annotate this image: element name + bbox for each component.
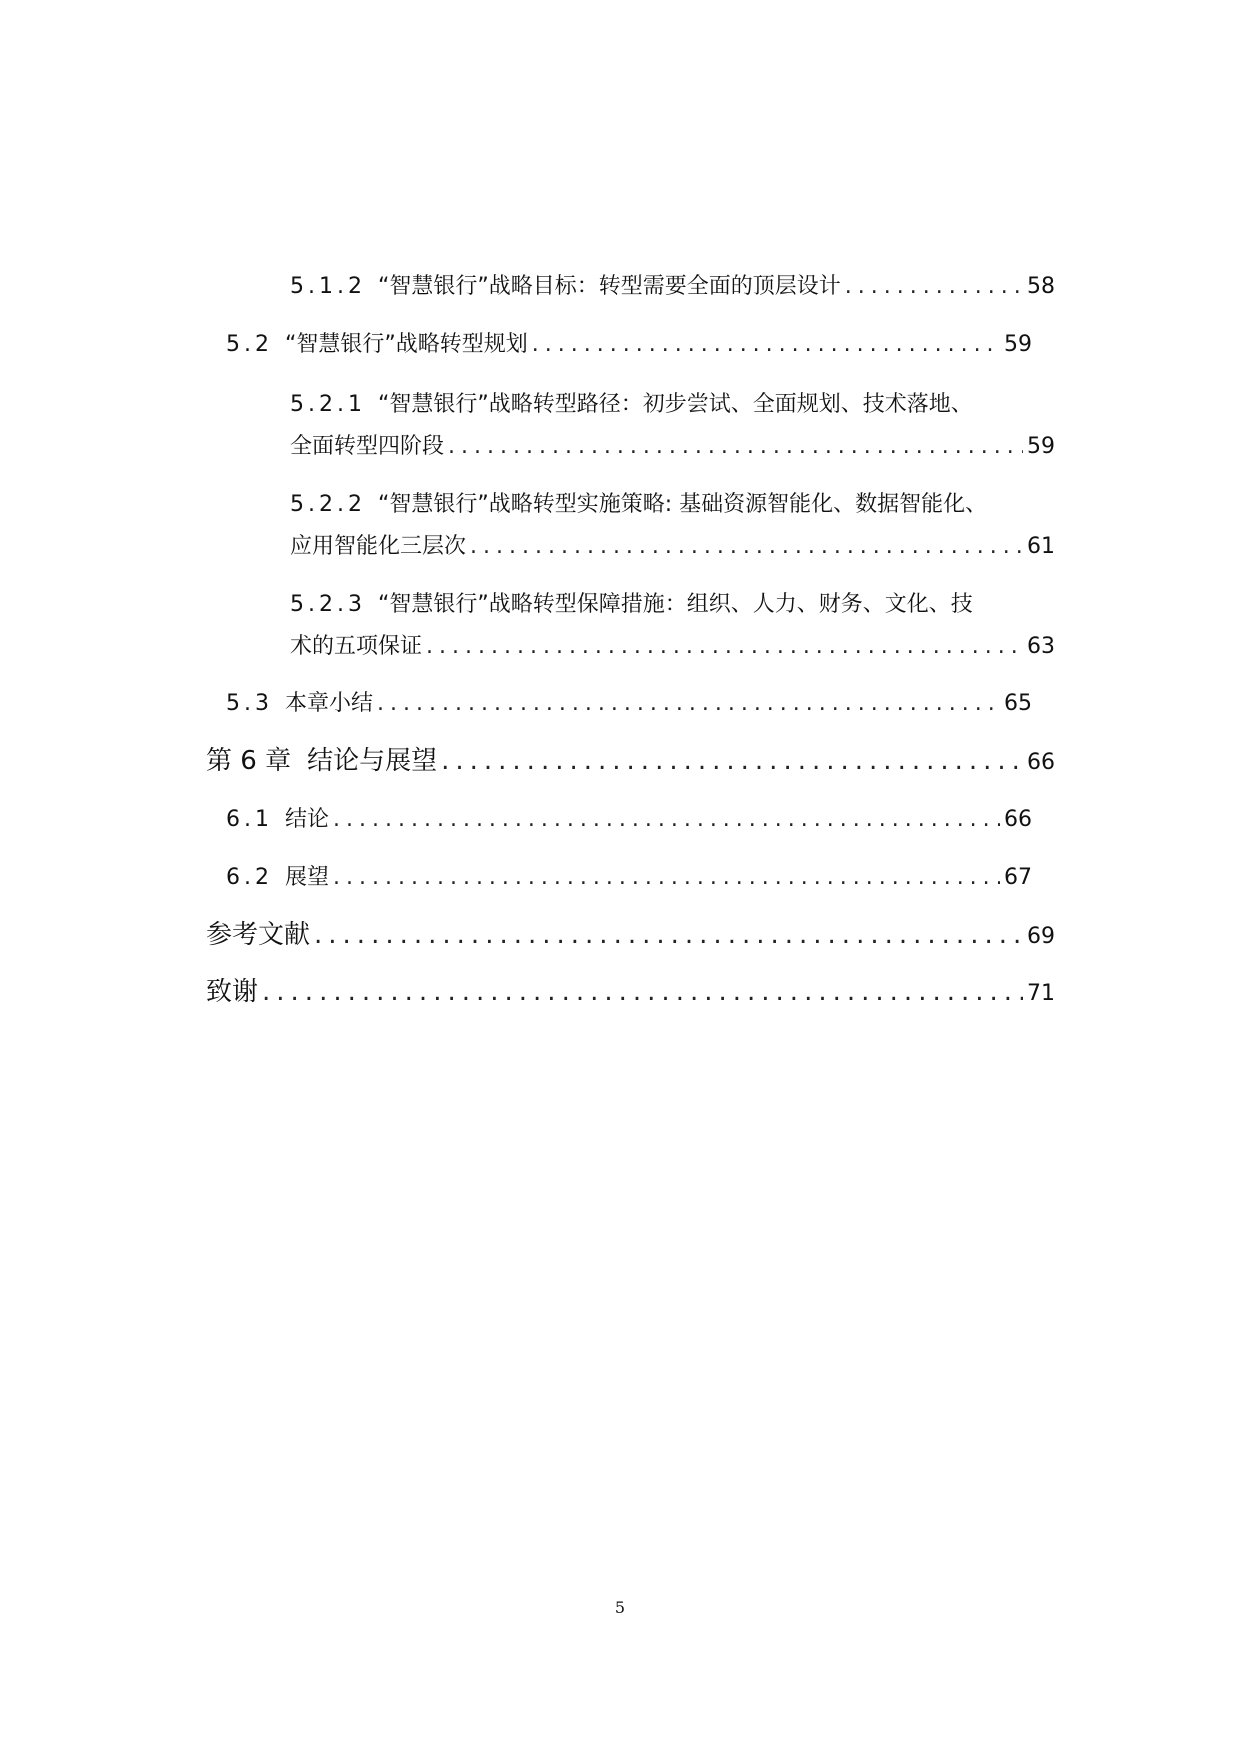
toc-entry-title: “智慧银行”战略转型保障措施：组织、人力、财务、文化、技 bbox=[377, 592, 973, 617]
toc-entry-5-2-1[interactable] bbox=[290, 390, 1055, 462]
toc-entry-title-continued: 全面转型四阶段 bbox=[290, 434, 445, 459]
toc-entry-number: 5.2 bbox=[226, 332, 273, 357]
toc-entry-page: 67 bbox=[1004, 865, 1032, 890]
toc-entry-references[interactable] bbox=[206, 920, 1055, 950]
toc-entry-chapter-6[interactable] bbox=[206, 746, 1055, 776]
toc-entry-6-2[interactable] bbox=[226, 863, 1032, 893]
toc-entry-title: “智慧银行”战略目标：转型需要全面的顶层设计 bbox=[377, 274, 841, 299]
toc-entry-page: 66 bbox=[1027, 750, 1055, 775]
toc-entry-page: 66 bbox=[1004, 807, 1032, 832]
toc-leader-dots bbox=[262, 977, 1023, 1007]
toc-entry-number: 5.2.3 bbox=[290, 592, 366, 617]
toc-entry-number: 5.3 bbox=[226, 691, 273, 716]
toc-entry-title: “智慧银行”战略转型实施策略: 基础资源智能化、数据智能化、 bbox=[377, 492, 988, 517]
toc-entry-5-3[interactable] bbox=[226, 689, 1032, 719]
toc-chapter-title: 致谢 bbox=[206, 977, 259, 1007]
toc-chapter-title: 结论与展望 bbox=[307, 746, 438, 776]
toc-entry-title-continued: 应用智能化三层次 bbox=[290, 534, 467, 559]
toc-chapter-number: 第 6 章 bbox=[206, 746, 292, 776]
toc-leader-dots bbox=[333, 805, 1000, 835]
toc-entry-page: 65 bbox=[1004, 691, 1032, 716]
toc-entry-number: 5.2.2 bbox=[290, 492, 366, 517]
toc-leader-dots bbox=[470, 532, 1023, 562]
toc-entry-page: 69 bbox=[1027, 924, 1055, 949]
toc-leader-dots bbox=[448, 432, 1023, 462]
toc-entry-5-1-2[interactable] bbox=[290, 272, 1055, 302]
toc-entry-number: 5.2.1 bbox=[290, 392, 366, 417]
toc-leader-dots bbox=[532, 330, 1000, 360]
toc-leader-dots bbox=[377, 689, 1000, 719]
toc-entry-5-2-3[interactable] bbox=[290, 590, 1055, 662]
toc-entry-6-1[interactable] bbox=[226, 805, 1032, 835]
toc-entry-acknowledgements[interactable] bbox=[206, 977, 1055, 1007]
toc-entry-title: “智慧银行”战略转型路径：初步尝试、全面规划、技术落地、 bbox=[377, 392, 973, 417]
toc-entry-5-2-2[interactable] bbox=[290, 490, 1055, 562]
toc-entry-page: 61 bbox=[1027, 534, 1055, 559]
toc-entry-number: 6.1 bbox=[226, 807, 273, 832]
toc-entry-title-continued: 术的五项保证 bbox=[290, 634, 423, 659]
toc-chapter-title: 参考文献 bbox=[206, 920, 311, 950]
toc-leader-dots bbox=[845, 272, 1023, 302]
page-number: 5 bbox=[614, 1598, 626, 1617]
toc-leader-dots bbox=[441, 746, 1023, 776]
toc-entry-number: 6.2 bbox=[226, 865, 273, 890]
toc-entry-title: 展望 bbox=[285, 865, 330, 890]
toc-entry-page: 59 bbox=[1027, 434, 1055, 459]
toc-entry-title: 本章小结 bbox=[285, 691, 374, 716]
toc-entry-page: 58 bbox=[1027, 274, 1055, 299]
toc-entry-page: 63 bbox=[1027, 634, 1055, 659]
toc-leader-dots bbox=[333, 863, 1000, 893]
toc-entry-title: 结论 bbox=[285, 807, 330, 832]
toc-entry-page: 71 bbox=[1027, 981, 1055, 1006]
toc-entry-title: “智慧银行”战略转型规划 bbox=[285, 332, 528, 357]
toc-entry-number: 5.1.2 bbox=[290, 274, 366, 299]
toc-leader-dots bbox=[426, 632, 1023, 662]
toc-entry-page: 59 bbox=[1004, 332, 1032, 357]
toc-entry-5-2[interactable] bbox=[226, 330, 1032, 360]
toc-leader-dots bbox=[314, 920, 1023, 950]
